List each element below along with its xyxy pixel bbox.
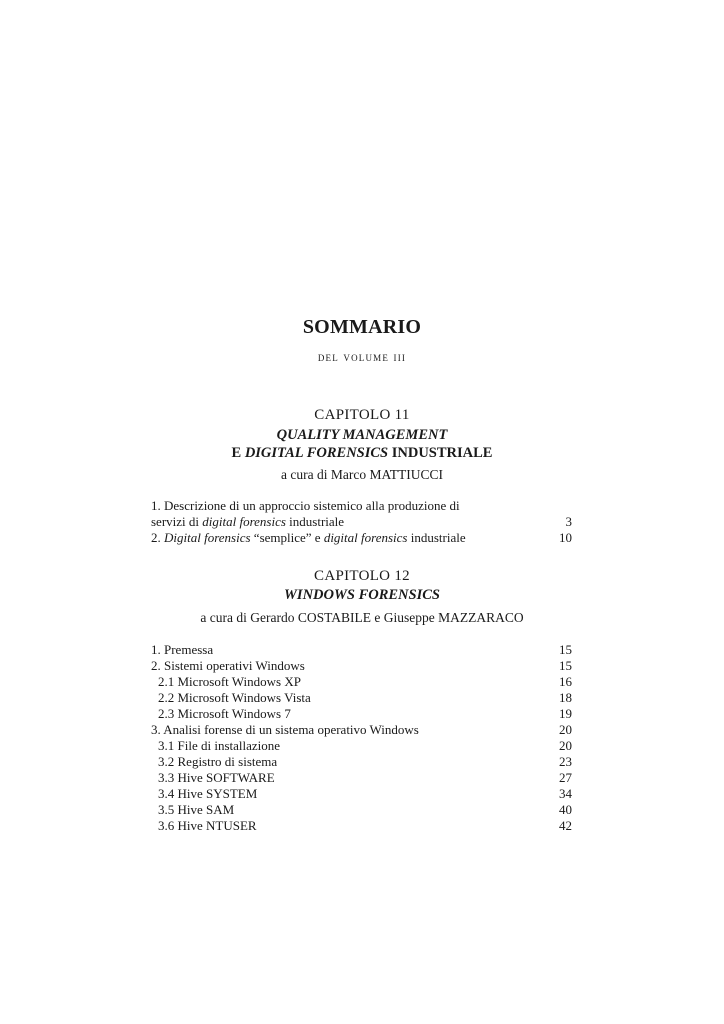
toc-entry xyxy=(151,658,572,674)
toc-entry-text: 3.5 Hive SAM xyxy=(158,802,235,817)
toc-entry xyxy=(151,738,572,754)
toc-entry xyxy=(151,722,572,738)
toc-entry-text: 2.1 Microsoft Windows XP xyxy=(158,674,301,689)
chapter-11-title-italic2: DIGITAL FORENSICS xyxy=(244,445,389,461)
chapter-12-toc xyxy=(151,642,572,834)
toc-entry xyxy=(151,706,572,722)
toc-entry xyxy=(151,674,572,690)
toc-entry-text: 2.2 Microsoft Windows Vista xyxy=(158,690,311,705)
page-subtitle: del volume iii xyxy=(317,349,407,364)
chapter-11-title-line1 xyxy=(0,427,724,444)
toc-entry xyxy=(151,514,572,530)
chapter-11-title-line2 xyxy=(0,445,724,462)
toc-entry xyxy=(151,498,572,514)
toc-entry xyxy=(151,818,572,834)
toc-entry-text: 1. Premessa xyxy=(151,642,214,657)
chapter-11-title-italic: QUALITY MANAGEMENT xyxy=(276,427,448,443)
chapter-12-title-italic: WINDOWS FORENSICS xyxy=(284,587,440,603)
toc-entry xyxy=(151,754,572,770)
toc-entry-text: 3. Analisi forense di un sistema operativo Windows xyxy=(151,722,419,737)
page-title: SOMMARIO xyxy=(302,316,422,338)
toc-entry-text: 2.3 Microsoft Windows 7 xyxy=(158,706,291,721)
chapter-12-title xyxy=(0,587,724,604)
toc-entry-page: 15 xyxy=(559,642,572,657)
toc-entry-text: 3.2 Registro di sistema xyxy=(158,754,278,769)
toc-entry-text-italic: Digital forensics xyxy=(164,530,251,545)
toc-entry-text-mid: “semplice” e xyxy=(250,530,324,545)
chapter-12-label: CAPITOLO 12 xyxy=(314,568,410,584)
toc-entry xyxy=(151,770,572,786)
toc-entry-text: 3.1 File di installazione xyxy=(158,738,281,753)
toc-entry-page: 27 xyxy=(559,770,572,785)
toc-entry-text-post: industriale xyxy=(407,530,466,545)
toc-entry-text: 2. Sistemi operativi Windows xyxy=(151,658,305,673)
toc-entry xyxy=(151,786,572,802)
chapter-11-author: a cura di Marco MATTIUCCI xyxy=(281,467,443,482)
toc-entry xyxy=(151,690,572,706)
toc-entry-text-pre: servizi di xyxy=(151,514,203,529)
toc-entry-page: 19 xyxy=(559,706,572,721)
toc-entry-text-italic: digital forensics xyxy=(202,514,286,529)
toc-entry-text xyxy=(151,514,344,530)
toc-entry-text xyxy=(151,530,466,546)
toc-entry-text: 1. Descrizione di un approccio sistemico alla produzione di xyxy=(151,498,460,513)
chapter-11-title-prefix: E xyxy=(231,445,245,461)
toc-entry-text: 3.6 Hive NTUSER xyxy=(158,818,257,833)
toc-entry xyxy=(151,530,572,546)
toc-entry-page: 42 xyxy=(559,818,572,833)
toc-entry-page: 20 xyxy=(559,738,572,753)
chapter-11-title-suffix: INDUSTRIALE xyxy=(388,445,493,461)
chapter-11-toc xyxy=(151,498,572,546)
toc-entry-page: 18 xyxy=(559,690,572,705)
toc-entry-page: 34 xyxy=(559,786,572,801)
toc-entry-page: 3 xyxy=(565,514,572,529)
toc-entry-text-italic2: digital forensics xyxy=(323,530,408,545)
toc-entry-text-pre: 2. xyxy=(151,530,164,545)
toc-entry-page: 20 xyxy=(559,722,572,737)
toc-entry-page: 40 xyxy=(559,802,572,817)
toc-entry-page: 10 xyxy=(559,530,572,545)
toc-entry-text: 3.4 Hive SYSTEM xyxy=(158,786,258,801)
toc-entry-page: 23 xyxy=(559,754,572,769)
toc-entry xyxy=(151,802,572,818)
toc-entry xyxy=(151,642,572,658)
chapter-11-label: CAPITOLO 11 xyxy=(314,407,410,423)
toc-entry-text: 3.3 Hive SOFTWARE xyxy=(158,770,275,785)
chapter-12-author: a cura di Gerardo COSTABILE e Giuseppe MAZZARACO xyxy=(200,610,524,625)
toc-entry-text-post: industriale xyxy=(285,514,345,529)
toc-entry-page: 16 xyxy=(559,674,572,689)
toc-entry-page: 15 xyxy=(559,658,572,673)
